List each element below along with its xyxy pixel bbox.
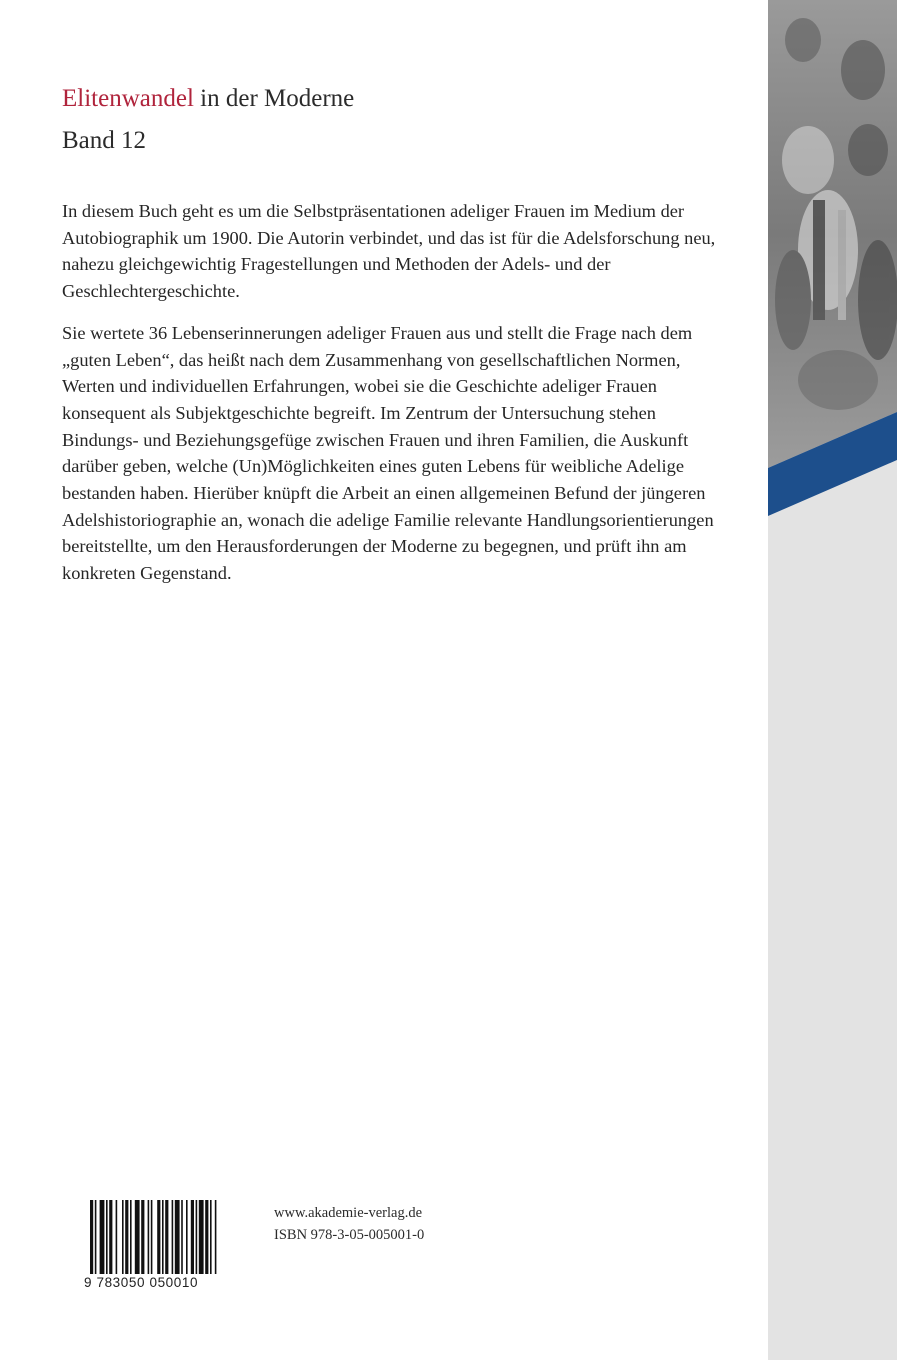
series-title-rest: in der Moderne — [193, 85, 355, 112]
barcode-bar — [151, 1200, 153, 1274]
barcode-bar — [210, 1200, 212, 1274]
back-cover-blurb — [62, 198, 722, 602]
barcode-bars — [84, 1200, 224, 1276]
barcode-bar — [186, 1200, 188, 1274]
barcode-bar — [90, 1200, 93, 1274]
volume-number: Band 12 — [62, 127, 147, 154]
cover-illustration — [768, 0, 897, 1360]
barcode-bar — [196, 1200, 198, 1274]
barcode-bar — [109, 1200, 112, 1274]
barcode-bar — [172, 1200, 174, 1274]
isbn-text: ISBN 978-3-05-005001-0 — [274, 1227, 425, 1243]
blurb-paragraph: Sie wertete 36 Lebenserinnerungen adeliger Frauen aus und stellt die Frage nach dem „guten Leben“, das heißt nach dem Zusammenhang von gesellschaftlichen Normen, Werten und individuellen Erfahrungen, wobei sie die Geschichte adeliger Frauen konsequent als Subjektgeschichte begreift. Im Zentrum der Untersuchung stehen Bindungs- und Beziehungsgefüge zwischen Frauen und ihren Familien, die Auskunft darüber geben, welche (Un)Möglichkeiten eines guten Lebens für weibliche Adelige bestanden haben. Hierüber knüpft die Arbeit an einen allgemeinen Befund der jüngeren Adelshistoriographie an, wonach die adelige Familie relevante Handlungsorientierungen bereitstellte, um den Herausforderungen der Moderne zu begegnen, und prüft ihn am konkreten Gegenstand. — [62, 322, 714, 584]
barcode-bar — [116, 1200, 118, 1274]
barcode-bar — [141, 1200, 144, 1274]
barcode-bar — [205, 1200, 208, 1274]
blurb-paragraph: In diesem Buch geht es um die Selbstpräsentationen adeliger Frauen im Medium der Autobiographik um 1900. Die Autorin verbindet, und das ist für die Adelsforschung neu, nahezu gleichgewichtig Fragestellungen und Methoden der Adels- und der Geschlechtergeschichte. — [62, 201, 716, 302]
publisher-url: www.akademie-verlag.de — [274, 1205, 423, 1221]
barcode-bar — [191, 1200, 194, 1274]
series-accent-word: Elitenwandel — [62, 85, 194, 112]
barcode-bar — [165, 1200, 168, 1274]
cover-sidebar — [768, 0, 897, 1360]
barcode-bar — [106, 1200, 108, 1274]
barcode-bar — [181, 1200, 183, 1274]
barcode-bar — [130, 1200, 132, 1274]
barcode-bar — [135, 1200, 140, 1274]
barcode-bar — [215, 1200, 217, 1274]
barcode-bar — [162, 1200, 164, 1274]
barcode-digits: 9 783050 050010 — [84, 1275, 199, 1290]
barcode-bar — [157, 1200, 160, 1274]
barcode-bar — [175, 1200, 180, 1274]
barcode-bar — [125, 1200, 128, 1274]
barcode-bar — [122, 1200, 124, 1274]
barcode-bar — [199, 1200, 204, 1274]
series-title — [62, 84, 742, 114]
barcode-bar — [148, 1200, 150, 1274]
barcode-bar — [100, 1200, 105, 1274]
barcode-bar — [95, 1200, 97, 1274]
